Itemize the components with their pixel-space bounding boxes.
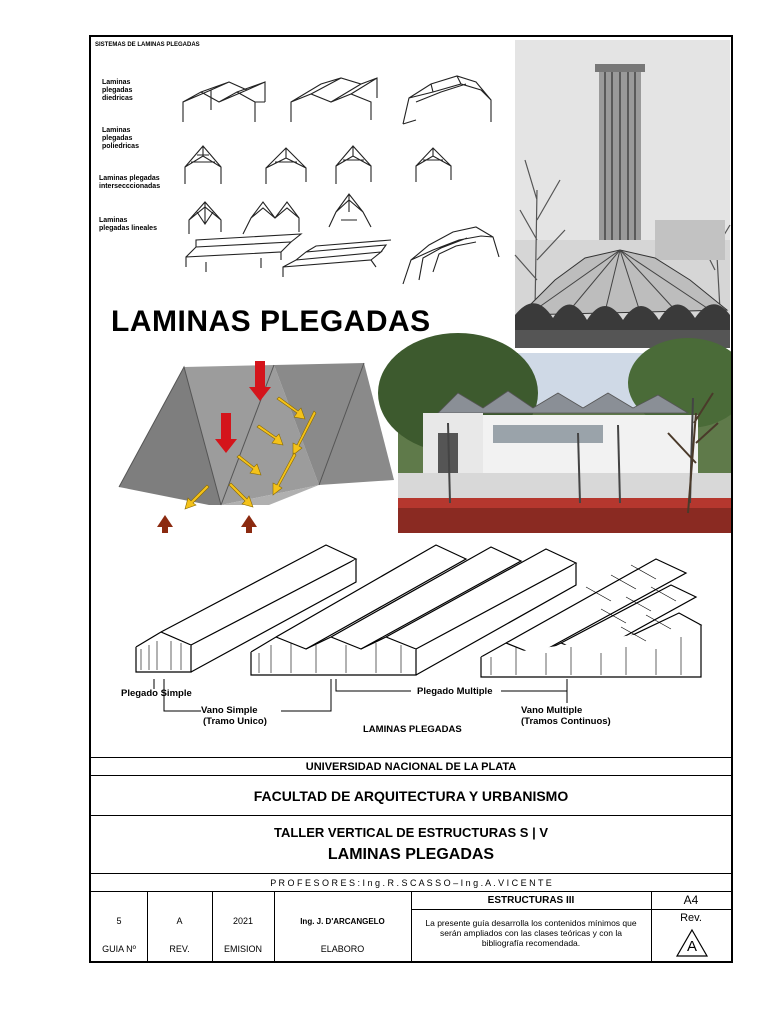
workshop-block bbox=[91, 815, 731, 874]
grid-hline bbox=[411, 909, 731, 910]
sketch-label-poliedricas: Laminas plegadas poliedricas bbox=[102, 127, 139, 150]
author-value: Ing. J. D'ARCANGELO bbox=[300, 917, 385, 926]
label-vano-multiple: Vano Multiple bbox=[521, 705, 583, 716]
sheet-size: A4 bbox=[683, 893, 699, 907]
year-value: 2021 bbox=[232, 916, 254, 926]
sketch-label-diedricas: Laminas plegadas diedricas bbox=[102, 79, 133, 102]
drawing-caption: LAMINAS PLEGADAS bbox=[363, 724, 462, 735]
course-name: ESTRUCTURAS III bbox=[487, 895, 575, 906]
description-text: La presente guía desarrolla los contenidos mínimos que serán ampliados con las clases teóricas y con la bibliografía recomendada. bbox=[425, 918, 637, 948]
label-plegado-multiple: Plegado Multiple bbox=[417, 686, 493, 697]
workshop-title: TALLER VERTICAL DE ESTRUCTURAS S | V bbox=[273, 825, 548, 840]
label-tramo-unico: (Tramo Unico) bbox=[203, 716, 267, 727]
sketch-label-lineales: Laminas plegadas lineales bbox=[99, 217, 157, 232]
dimension-lines bbox=[91, 677, 731, 727]
subject-title: LAMINAS PLEGADAS bbox=[327, 846, 495, 863]
made-by-label: ELABORO bbox=[320, 944, 365, 954]
faculty-row: FACULTAD DE ARQUITECTURA Y URBANISMO bbox=[91, 775, 731, 816]
label-vano-simple: Vano Simple bbox=[201, 705, 258, 716]
tower-photo bbox=[515, 40, 730, 348]
university-row: UNIVERSIDAD NACIONAL DE LA PLATA bbox=[91, 757, 731, 776]
rev-heading: Rev. bbox=[680, 912, 702, 924]
folded-plate-sketches bbox=[171, 62, 511, 282]
professors-row: P R O F E S O R E S : I n g . R . S C A S S O – I n g . A . V I C E N T E bbox=[91, 873, 731, 892]
folded-plate-load-diagram bbox=[109, 355, 399, 535]
revision-letter: A bbox=[686, 938, 697, 955]
revision-value: A bbox=[176, 916, 183, 926]
sketch-heading: SISTEMAS DE LAMINAS PLEGADAS bbox=[95, 42, 200, 48]
emission-label: EMISION bbox=[223, 944, 262, 954]
rev-label: REV. bbox=[169, 944, 190, 954]
guide-number: 5 bbox=[116, 916, 122, 926]
guide-label: GUIA Nº bbox=[102, 944, 136, 954]
sketch-label-interseccionadas: Laminas plegadas intersecccionadas bbox=[99, 175, 161, 190]
label-plegado-simple: Plegado Simple bbox=[121, 688, 192, 699]
building-photo bbox=[398, 353, 731, 533]
page-title: LAMINAS PLEGADAS bbox=[111, 305, 431, 338]
label-tramos-continuos: (Tramos Continuos) bbox=[521, 716, 611, 727]
folded-plate-isometric-drawing bbox=[131, 537, 701, 682]
drawing-sheet bbox=[89, 35, 733, 963]
info-grid bbox=[91, 891, 731, 963]
